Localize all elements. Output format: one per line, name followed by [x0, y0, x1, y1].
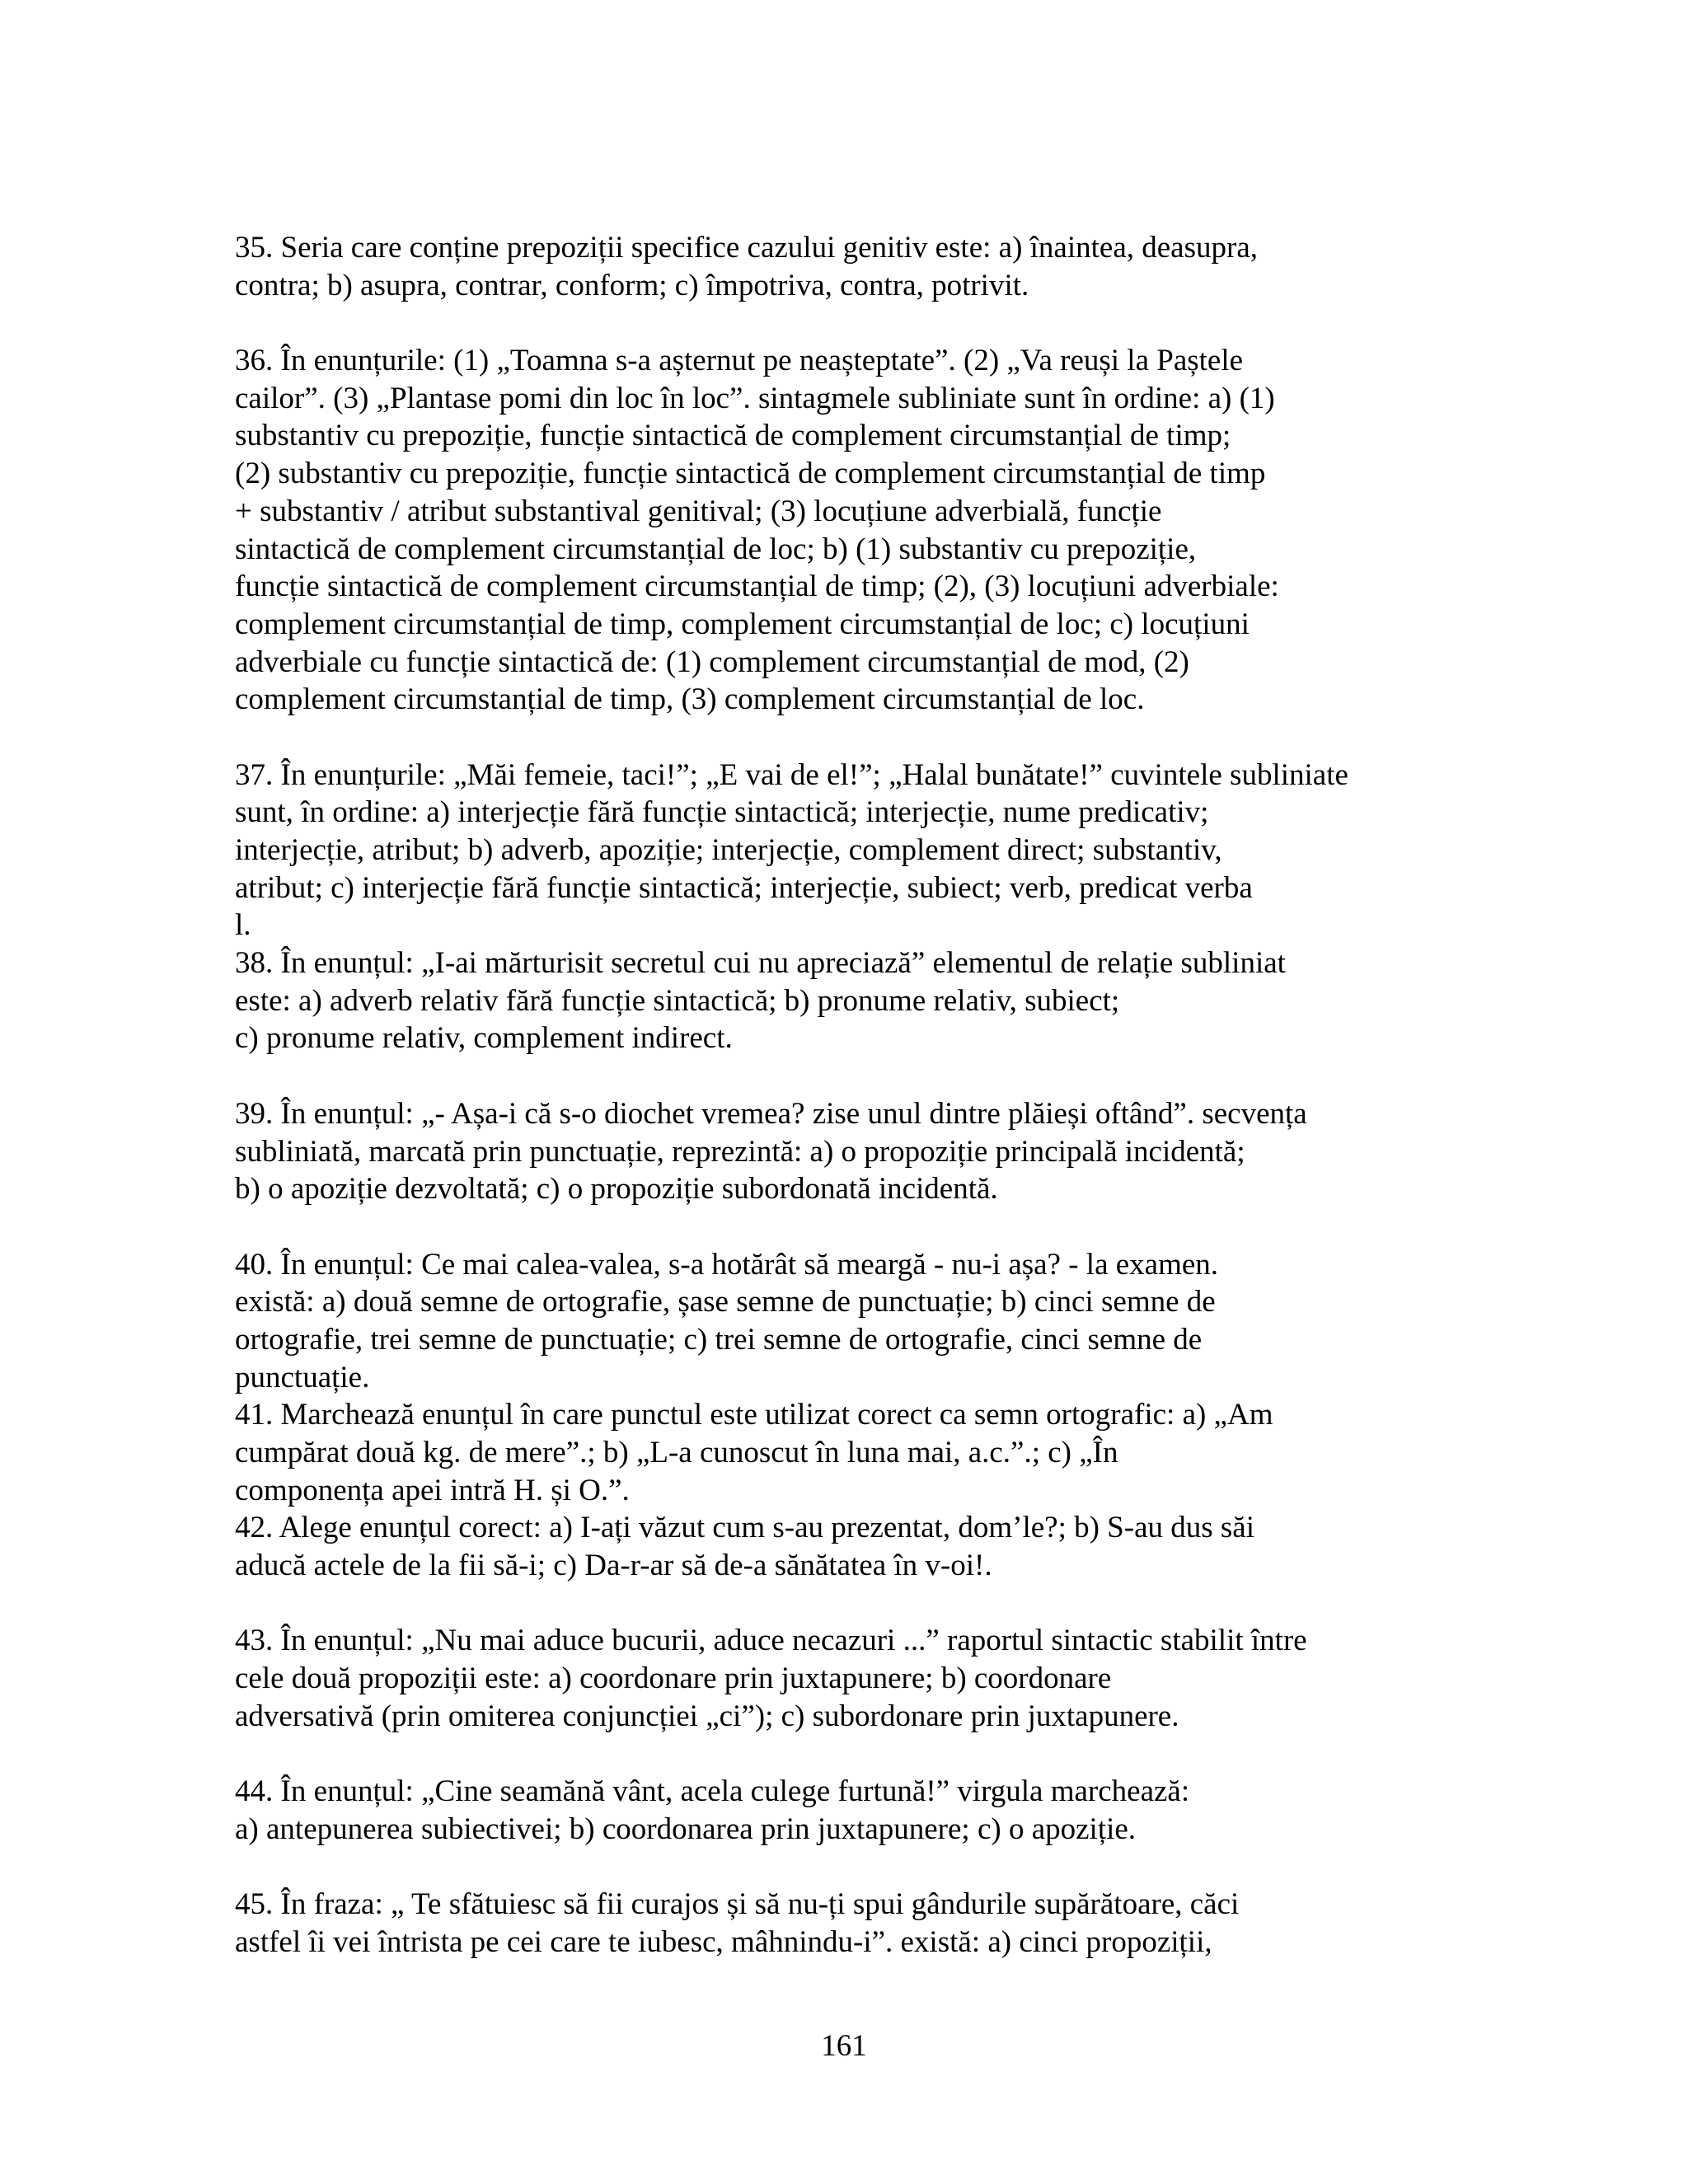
paragraph-gap [235, 304, 1455, 342]
text-line: interjecție, atribut; b) adverb, apoziție; interjecție, complement direct; substantiv, [235, 833, 1222, 867]
body-text [235, 229, 1455, 1961]
text-line: punctuație. [235, 1360, 370, 1394]
text-line: funcție sintactică de complement circumstanțial de timp; (2), (3) locuțiuni adverbiale: [235, 569, 1279, 604]
paragraph-gap [235, 1208, 1455, 1246]
text-line: sunt, în ordine: a) interjecție fără funcție sintactică; interjecție, nume predicativ; [235, 795, 1209, 830]
text-line: contra; b) asupra, contrar, conform; c) împotriva, contra, potrivit. [235, 268, 1029, 302]
text-line: este: a) adverb relativ fără funcție sintactică; b) pronume relativ, subiect; [235, 983, 1120, 1018]
paragraph-gap [235, 1849, 1455, 1886]
text-line: 42. Alege enunțul corect: a) I-ați văzut cum s-au prezentat, dom’le?; b) S-au dus săi [235, 1511, 1254, 1545]
text-line: 35. Seria care conține prepoziții specifice cazului genitiv este: a) înaintea, deasupra, [235, 231, 1258, 265]
paragraph-gap [235, 1736, 1455, 1774]
text-line: 45. În fraza: „ Te sfătuiesc să fii curajos și să nu-ți spui gândurile supărătoare, căci [235, 1887, 1240, 1922]
paragraph-gap [235, 1057, 1455, 1095]
text-line: componența apei intră H. și O.”. [235, 1473, 630, 1507]
text-line: c) pronume relativ, complement indirect. [235, 1021, 733, 1056]
text-line: 43. În enunțul: „Nu mai aduce bucurii, aduce necazuri ...” raportul sintactic stabilit între [235, 1624, 1307, 1658]
text-line: a) antepunerea subiectivei; b) coordonarea prin juxtapunere; c) o apoziție. [235, 1811, 1137, 1846]
text-line: l. [235, 908, 251, 943]
text-line: complement circumstanțial de timp, (3) complement circumstanțial de loc. [235, 682, 1145, 717]
text-line: 36. În enunțurile: (1) „Toamna s-a așternut pe neașteptate”. (2) „Va reuși la Paștele [235, 344, 1244, 378]
text-line: ortografie, trei semne de punctuație; c) trei semne de ortografie, cinci semne de [235, 1322, 1203, 1357]
text-line: 41. Marchează enunțul în care punctul este utilizat corect ca semn ortografic: a) „Am [235, 1398, 1273, 1432]
text-line: adverbiale cu funcție sintactică de: (1) complement circumstanțial de mod, (2) [235, 644, 1189, 679]
paragraph-gap [235, 1585, 1455, 1623]
text-line: + substantiv / atribut substantival genitival; (3) locuțiune adverbială, funcție [235, 494, 1162, 528]
text-line: cele două propoziții este: a) coordonare prin juxtapunere; b) coordonare [235, 1661, 1112, 1696]
text-line: există: a) două semne de ortografie, șase semne de punctuație; b) cinci semne de [235, 1285, 1216, 1319]
text-line: (2) substantiv cu prepoziție, funcție sintactică de complement circumstanțial de timp [235, 457, 1266, 491]
text-line: atribut; c) interjecție fără funcție sintactică; interjecție, subiect; verb, predicat verba [235, 870, 1253, 905]
text-line: substantiv cu prepoziție, funcție sintactică de complement circumstanțial de timp; [235, 419, 1231, 453]
text-line: complement circumstanțial de timp, complement circumstanțial de loc; c) locuțiuni [235, 607, 1250, 641]
text-line: cailor”. (3) „Plantase pomi din loc în loc”. sintagmele subliniate sunt în ordine: a) (1) [235, 381, 1275, 415]
text-line: 40. În enunțul: Ce mai calea-valea, s-a hotărât să meargă - nu-i așa? - la examen. [235, 1247, 1219, 1282]
text-line: subliniată, marcată prin punctuație, reprezintă: a) o propoziție principală incidentă; [235, 1134, 1245, 1169]
page-number: 161 [821, 2029, 867, 2063]
text-line: b) o apoziție dezvoltată; c) o propoziție subordonată incidentă. [235, 1172, 998, 1207]
text-line: sintactică de complement circumstanțial de loc; b) (1) substantiv cu prepoziție, [235, 532, 1197, 566]
text-line: astfel îi vei întrista pe cei care te iubesc, mâhnindu-i”. există: a) cinci propoziții, [235, 1924, 1212, 1959]
paragraph-gap [235, 719, 1455, 757]
text-line: aducă actele de la fii să-i; c) Da-r-ar să de-a sănătatea în v-oi!. [235, 1549, 992, 1583]
text-line: adversativă (prin omiterea conjuncției „ci”); c) subordonare prin juxtapunere. [235, 1699, 1179, 1733]
text-line: 44. În enunțul: „Cine seamănă vânt, acela culege furtună!” virgula marchează: [235, 1774, 1190, 1809]
text-line: 39. În enunțul: „- Așa-i că s-o diochet vremea? zise unul dintre plăieși oftând”. secvența [235, 1096, 1307, 1131]
text-line: cumpărat două kg. de mere”.; b) „L-a cunoscut în luna mai, a.c.”.; c) „În [235, 1436, 1118, 1469]
text-line: 37. În enunțurile: „Măi femeie, taci!”; „E vai de el!”; „Halal bunătate!” cuvintele subliniate [235, 757, 1348, 792]
text-line: 38. În enunțul: „I-ai mărturisit secretul cui nu apreciază” elementul de relație subliniat [235, 946, 1286, 981]
